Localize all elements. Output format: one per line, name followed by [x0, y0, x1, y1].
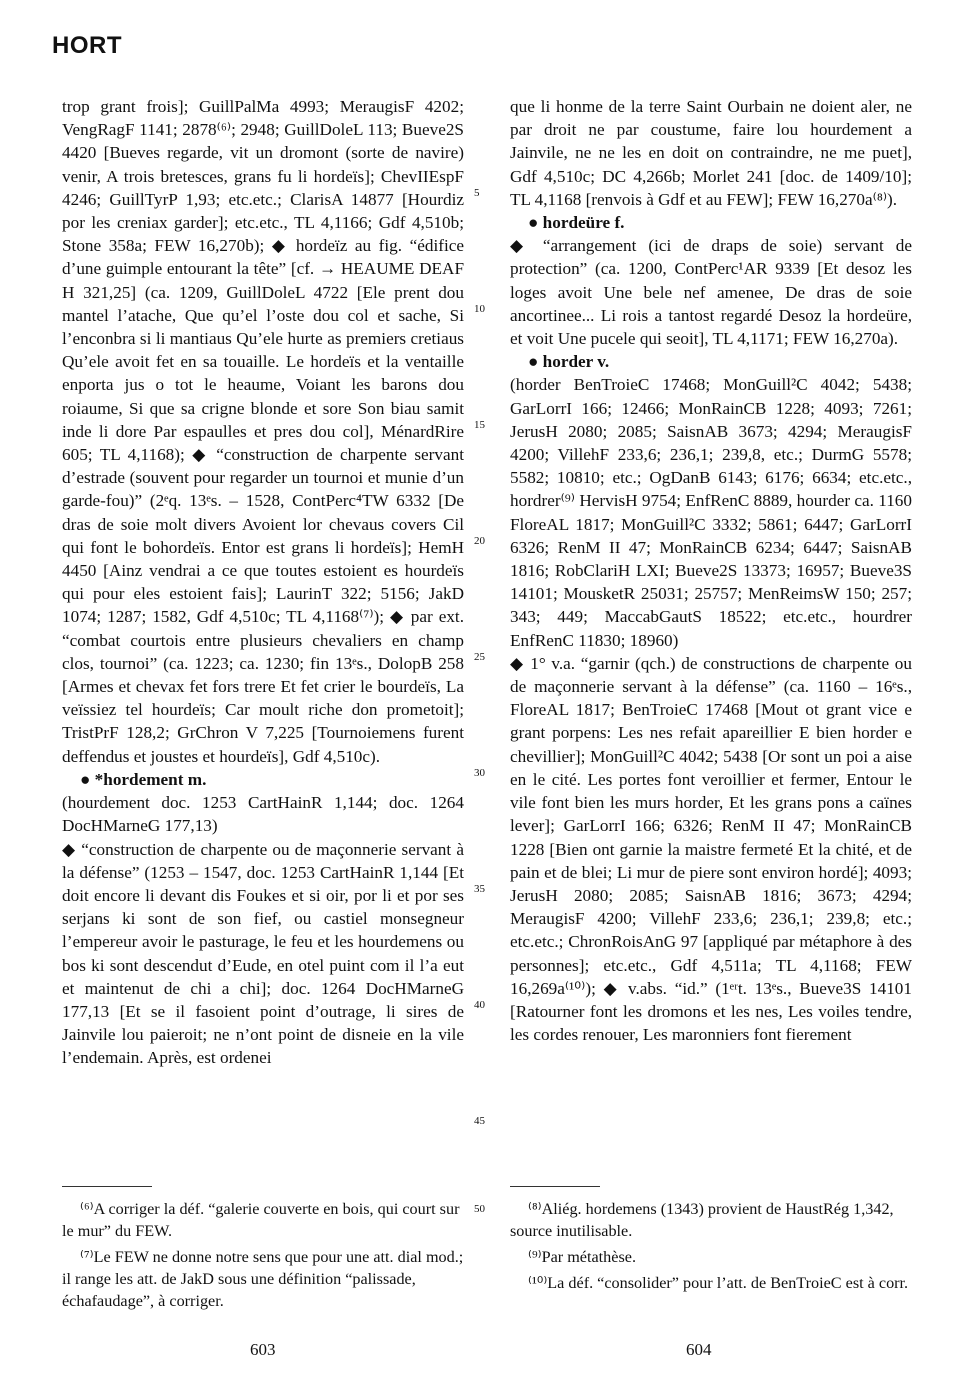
footnote: ⁽⁶⁾A corriger la déf. “galerie couverte en bois, qui court sur le mur” du FEW. [62, 1200, 460, 1240]
left-paragraph: (hourdement doc. 1253 CartHainR 1,144; doc. 1264 DocHMarneG 177,13) [62, 793, 464, 836]
line-number: 10 [474, 303, 485, 315]
page-number-right: 604 [686, 1340, 712, 1359]
right-paragraph: (horder BenTroieC 17468; MonGuill²C 4042; 5438; GarLorrI 166; 12466; MonRainCB 1228; 4093; 7261; JerusH 2080; 2085; SaisnAB 3673; 4294; MeraugisF 4200; VillehF 233,6; 236,1; 239,8, etc.; DurmG 5578; 5582; 10810; etc.; OgDanB 6143; 6176; 6634; etc.etc., hordrer⁽⁹⁾ HervisH 9754; EnfRenC 8889, hourder ca. 1160 FloreAL 1817; MonGuill²C 3332; 5861; 6447; GarLorrI 6326; RenM II 47; MonRainCB 6234; 6447; SaisnAB 1816; RobClariH LXI; Bueve2S 13373; 16957; Bueve3S 14101; MousketR 25031; 25757; MenReimsW 150; 257; 343; 449; MaccabGautS 18522; etc.etc., hourdrer EnfRenC 11830; 18960) [510, 375, 912, 650]
left-column [62, 95, 464, 1070]
footnote: ⁽⁹⁾Par métathèse. [528, 1248, 636, 1266]
lemma-hordeure: ● hordeüre f. [528, 213, 625, 233]
lemma-hordement: ● *hordement m. [80, 769, 207, 789]
line-number: 30 [474, 767, 485, 779]
footnote: ⁽⁸⁾Aliég. hordemens (1343) provient de HaustRég 1,342, source inutilisable. [510, 1200, 894, 1240]
line-number: 50 [474, 1203, 485, 1215]
footnote-rule [510, 1186, 600, 1187]
footnotes-right [510, 1198, 912, 1298]
right-paragraph: ◆ 1° v.a. “garnir (qch.) de constructions de charpente ou de maçonnerie servant à la défense” (ca. 1160 – 16ᵉs., FloreAL 1817; BenTroieC 17468 [Mout ot grant vice e grant porpens: Les nes refait apareillier E bien horder e chevillier]; MonGuill²C 4042; 5438 [Or sont un poi a aise en le cité. Les portes font veroillier et fermer, Entour le vile font bien les murs horder, Et les grans pons a caïnes lever]; GarLorrI 166; 6326; RenM II 47; MonRainCB 1228 [Bien ont garnie la maistre fermeté Et la chité, et de pain et de blei; Li mur de piere sont environ hordé]; 4093; JerusH 2080; 2085; SaisnAB 1816; 3673; 4294; MeraugisF 4200; VillehF 233,6; 236,1; 239,8; etc.; etc.etc.; ChronRoisAnG 97 [appliqué par métaphore à des personnes]; etc.etc., Gdf 4,511a; TL 4,1168; FEW 16,269a⁽¹⁰⁾); ◆ v.abs. “id.” (1ᵉʳt. 13ᵉs., Bueve3S 14101 [Ratourner font les dromons et les nes, Les voiles tendre, les cordes renouer, Les maronniers font fierement [510, 653, 912, 1045]
page-number-left: 603 [250, 1340, 276, 1359]
footnote: ⁽⁷⁾Le FEW ne donne notre sens que pour une att. dial mod.; il range les att. de JakD sous une définition “palissade, échafaudage”, à corriger. [62, 1248, 464, 1310]
line-number: 35 [474, 883, 485, 895]
footnotes-left [62, 1198, 464, 1316]
left-paragraph: trop grant frois]; GuillPalMa 4993; MeraugisF 4202; VengRagF 1141; 2878⁽⁶⁾; 2948; GuillDoleL 113; Bueve2S 4420 [Bueves regarde, vit un dromont (sorte de navire) venir, A trois bretesces, grans fu li hordeïs]; ChevIIEspF 4246; GuillTyrP 1,93; etc.etc.; ClarisA 14877 [Hourdiz por les creniax garder]; etc.etc., TL 4,1166; Gdf 4,510b; Stone 358a; FEW 16,270b); ◆ hordeïz au fig. “édifice d’une guimple entourant la tête” [cf. → HEAUME DEAF H 321,25] (ca. 1209, GuillDoleL 4722 [Ele prent dou mantel l’atache, Que qu’el l’oste dou col et sache, Si l’enconbra si li mantiaus Qu’ele hurte as premiers cretiaus Qu’ele avoit fet en sa touaille. Le hordeïs et la ventaille enporta jus o tot le heaume, Voiant les barons dou roiaume, Si que sa crigne blonde et sore Son biau samit inde li dore Par espaulles et pres dou col], MénardRire 605; TL 4,1168); ◆ “construction de charpente servant d’estrade (souvent pour regarder un tournoi et munie d’un garde-fou)” (2ᵉq. 13ᵉs. – 1528, ContPerc⁴TW 6332 [De dras de soie molt divers Avoient lor chevaus covers Cil qui font le bohordeïs. Entor est grans li hordeïs]; HemH 4450 [Ainz vendrai a ce que toutes estoient es hourdeïs qui pour eles estoient fais]; LaurinT 322; 5156; JakD 1074; 1287; 1582, Gdf 4,510c; TL 4,1168⁽⁷⁾); ◆ par ext. “combat courtois entre plusieurs chevaliers en champ clos, tournoi” (ca. 1223; ca. 1230; fin 13ᵉs., DolopB 258 [Armes et chevax fet fors trere Et fet crier le bourdeïs, La veïssiez tel hourdeïs; Car moult riche don prometoit]; TristPrF 128,2; GrChron V 7,225 [Tournoiemens furent deffendus et joustes et hourdeïs], Gdf 4,510c). [62, 97, 464, 766]
line-number: 40 [474, 999, 485, 1011]
line-number: 15 [474, 419, 485, 431]
headword: HORT [52, 32, 122, 59]
footnote-rule [62, 1186, 152, 1187]
line-number: 5 [474, 187, 480, 199]
left-paragraph: ◆ “construction de charpente ou de maçonnerie servant à la défense” (1253 – 1547, doc. 1253 CartHainR 1,144 [Et doit encore li devant dis Foukes et si oir, por li et por ses serjans ki sont de son fief, ou castiel monsegneur l’empereur avoir le pasturage, le feu et les hourdemens ou bos ki sont descendut d’Eude, en otel puint com il l’a eut et maintenut de chi a chi]; doc. 1264 DocHMarneG 177,13 [Et se il fasoient point d’outrage, li sires de Jainvile lou paieroit; ne n’ont point de disneie en la vile l’endemain. Après, est ordenei [62, 839, 464, 1068]
right-paragraph: ◆ “arrangement (ici de draps de soie) servant de protection” (ca. 1200, ContPerc¹AR 9339 [Et desoz les loges avoit Une bele nef amenee, De dras de soie ancortinee... Li rois a tantost regardé Desoz la hordeüre, et voit Une pucele qui seoit], TL 4,1171; FEW 16,270a). [510, 236, 912, 349]
right-paragraph: que li honme de la terre Saint Ourbain ne doient aler, ne par droit ne par coustume, faire lou hourdement a Jainvile, ne ne les en doit on contraindre, ne me puet], Gdf 4,510c; DC 4,266b; Morlet 241 [doc. de 1409/10]; TL 4,1168 [renvois à Gdf et au FEW]; FEW 16,270a⁽⁸⁾). [510, 97, 912, 209]
footnote: ⁽¹⁰⁾La déf. “consolider” pour l’att. de BenTroieC est à corr. [528, 1274, 909, 1292]
lemma-horder: ● horder v. [528, 352, 610, 372]
right-column [510, 95, 912, 1046]
line-number: 20 [474, 535, 485, 547]
line-number: 45 [474, 1115, 485, 1127]
line-number: 25 [474, 651, 485, 663]
